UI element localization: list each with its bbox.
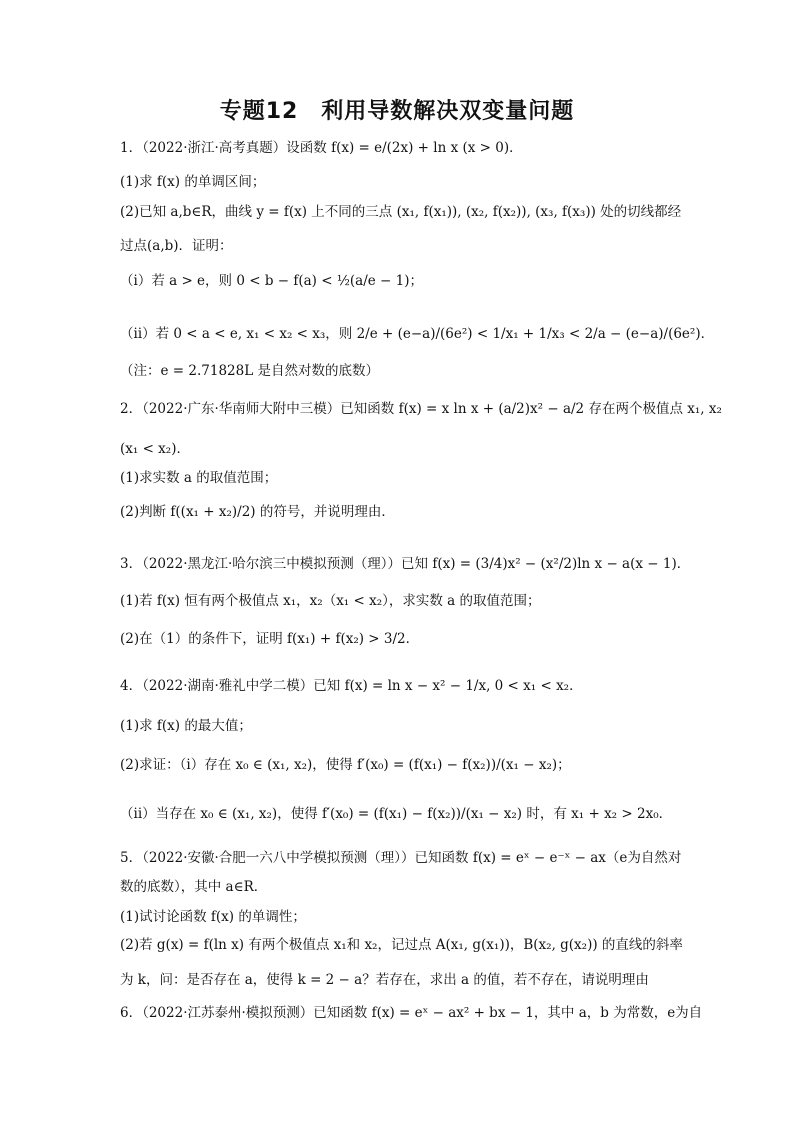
problem-line: (1)求实数 a 的取值范围； (120, 470, 278, 486)
problem-heading: 6．（2022·江苏泰州·模拟预测）已知函数 f(x) = eˣ − ax² + bx − 1，其中 a，b 为常数，e为自 (120, 1005, 703, 1021)
problem-line: (1)求 f(x) 的单调区间； (120, 174, 266, 190)
problem-line: (x₁ < x₂)． (120, 441, 190, 457)
problem-line: (2)求证：（i）存在 x₀ ∈ (x₁, x₂)，使得 f′(x₀) = (f(x₁) − f(x₂))/(x₁ − x₂)； (120, 757, 571, 773)
problem-line: （ii）当存在 x₀ ∈ (x₁, x₂)，使得 f′(x₀) = (f(x₁) − f(x₂))/(x₁ − x₂) 时，有 x₁ + x₂ > 2x₀． (120, 806, 673, 822)
problem-heading: 2．（2022·广东·华南师大附中三模）已知函数 f(x) = x ln x + (a/2)x² − a/2 存在两个极值点 x₁, x₂ (120, 401, 722, 417)
problem-heading: 3．（2022·黑龙江·哈尔滨三中模拟预测（理））已知 f(x) = (3/4)x² − (x²/2)ln x − a(x − 1)． (120, 556, 691, 572)
problem-line: (2)已知 a,b∈R，曲线 y = f(x) 上不同的三点 (x₁, f(x₁)), (x₂, f(x₂)), (x₃, f(x₃)) 处的切线都经 (120, 204, 682, 220)
problem-heading: 4．（2022·湖南·雅礼中学二模）已知 f(x) = ln x − x² − 1/x, 0 < x₁ < x₂． (120, 678, 583, 694)
problem-line: (1)试讨论函数 f(x) 的单调性； (120, 909, 306, 925)
problem-line: （注：e = 2.71828L 是自然对数的底数） (120, 363, 379, 379)
problem-line: （ⅱ）若 0 < a < e, x₁ < x₂ < x₃，则 2/e + (e−a)/(6e²) < 1/x₁ + 1/x₃ < 2/a − (e−a)/(6e²)． (120, 326, 715, 342)
page-title: 专题12 利用导数解决双变量问题 (219, 99, 575, 124)
problem-line: (1)求 f(x) 的最大值； (120, 718, 252, 734)
problem-line: (2)若 g(x) = f(ln x) 有两个极值点 x₁和 x₂，记过点 A(x₁, g(x₁))，B(x₂, g(x₂)) 的直线的斜率 (120, 937, 683, 953)
problem-line: 过点(a,b)．证明： (120, 238, 233, 254)
problem-line: (1)若 f(x) 恒有两个极值点 x₁，x₂（x₁ < x₂），求实数 a 的取值范围； (120, 593, 541, 609)
problem-line: 为 k，问：是否存在 a，使得 k = 2 − a？若存在，求出 a 的值，若不存在，请说明理由 (120, 972, 649, 988)
problem-line: (2)在（1）的条件下，证明 f(x₁) + f(x₂) > 3/2． (120, 631, 420, 647)
problem-heading: 5．（2022·安徽·合肥一六八中学模拟预测（理））已知函数 f(x) = eˣ − e⁻ˣ − ax（e为自然对 (120, 850, 682, 866)
problem-heading: 1．（2022·浙江·高考真题）设函数 f(x) = e/(2x) + ln x (x > 0)． (120, 140, 523, 156)
problem-line: （ⅰ）若 a > e，则 0 < b − f(a) < ½(a/e − 1)； (120, 273, 424, 289)
problem-line: (2)判断 f((x₁ + x₂)/2) 的符号，并说明理由． (120, 504, 395, 520)
problem-line: 数的底数），其中 a∈R． (120, 879, 268, 895)
